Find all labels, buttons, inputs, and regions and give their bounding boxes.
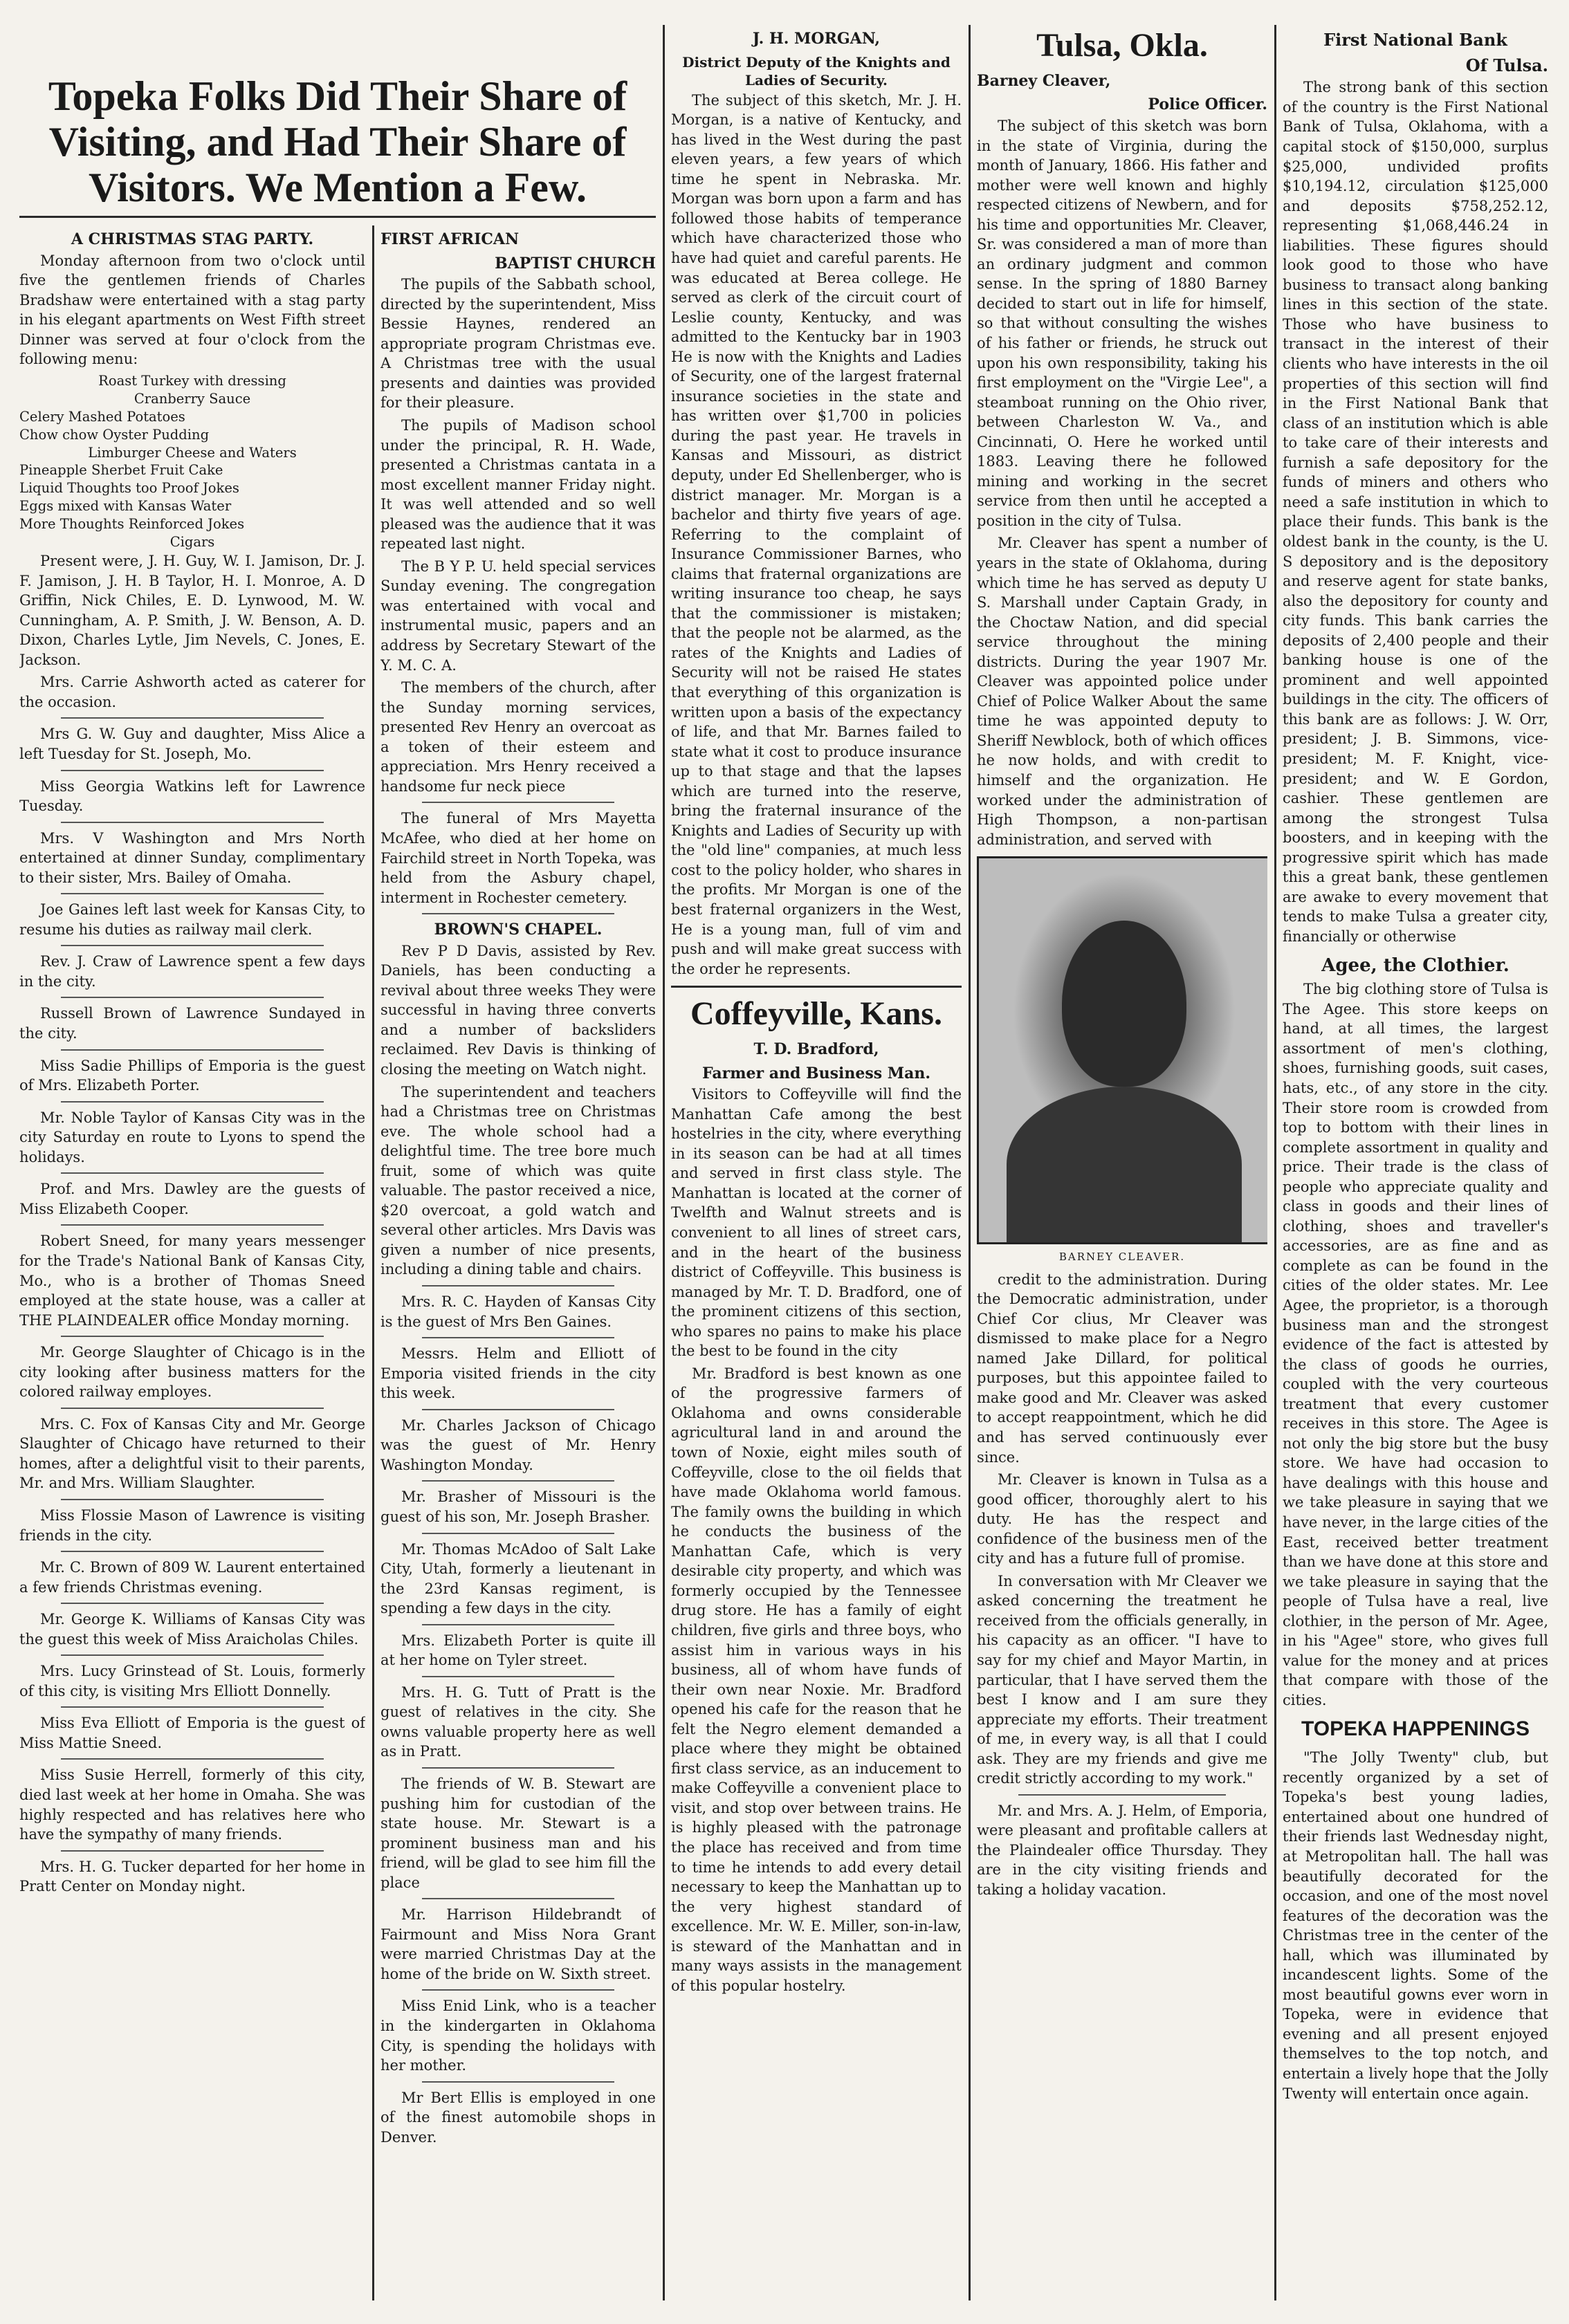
topeka-happenings-heading: TOPEKA HAPPENINGS <box>1301 1717 1530 1741</box>
local-item: Mr. Harrison Hildebrandt of Fairmount and Miss Nora Grant were married Christmas Day at the home of the bride on W. Sixth street. <box>380 1906 656 1982</box>
menu-item: Roast Turkey with dressing <box>98 372 286 389</box>
item-divider <box>61 1224 324 1226</box>
menu-item: More Thoughts Reinforced Jokes <box>19 516 245 533</box>
local-item: Mrs G. W. Guy and daughter, Miss Alice a left Tuesday for St. Joseph, Mo. <box>19 726 365 763</box>
church-heading: FIRST AFRICAN <box>380 230 520 248</box>
dinner-menu <box>19 372 365 551</box>
barney-cleaver-portrait <box>977 856 1267 1244</box>
item-divider <box>61 1758 324 1760</box>
church-item: The B Y P. U. held special services Sunday evening. The congregation was entertained with vocal and instrumental music, papers and an address by Secretary Stewart of the Y. M. C. A. <box>380 557 656 674</box>
item-divider <box>422 1285 614 1286</box>
column-rule <box>969 25 971 2300</box>
item-divider <box>61 1850 324 1852</box>
photo-caption: BARNEY CLEAVER. <box>1058 1251 1186 1264</box>
item-divider <box>422 1767 614 1769</box>
item-divider <box>61 1706 324 1708</box>
local-item: Rev. J. Craw of Lawrence spent a few days in the city. <box>19 953 365 990</box>
item-divider <box>422 1480 614 1482</box>
helm-item: Mr. and Mrs. A. J. Helm, of Emporia, were pleasant and profitable callers at the Plaindealer office Thursday. They are in the city visiting friends and taking a holiday vacation. <box>977 1802 1267 1899</box>
morgan-subheading: District Deputy of the Knights and Ladies of Security. <box>682 53 951 89</box>
item-divider <box>422 1409 614 1410</box>
item-divider <box>422 1676 614 1677</box>
local-item: Mr Bert Ellis is employed in one of the finest automobile shops in Denver. <box>380 2089 656 2146</box>
item-divider <box>1018 1794 1226 1796</box>
item-divider <box>422 913 614 914</box>
local-item: Miss Sadie Phillips of Emporia is the guest of Mrs. Elizabeth Porter. <box>19 1057 365 1094</box>
item-divider <box>61 1654 324 1656</box>
local-item: Miss Susie Herrell, formerly of this city, died last week at her home in Omaha. She was highly respected and has relatives here who have the sympathy of many friends. <box>19 1767 365 1843</box>
funeral-notice: The funeral of Mrs Mayetta McAfee, who died at her home on Fairchild street in North Topeka, was held from the Asbury chapel, interment in Rochester cemetery. <box>380 810 656 906</box>
local-item: Mrs. V Washington and Mrs North entertained at dinner Sunday, complimentary to their sister, Mrs. Bailey of Omaha. <box>19 829 365 886</box>
tulsa-title: Tulsa, Okla. <box>1036 27 1208 64</box>
item-divider <box>422 1989 614 1991</box>
local-item: Mrs. R. C. Hayden of Kansas City is the guest of Mrs Ben Gaines. <box>380 1293 656 1330</box>
cleaver-article: Mr. Cleaver has spent a number of years in the state of Oklahoma, during which time he has served as deputy U S. Marshall under Captain Grady, in the Choctaw Nation, and did special service throughout the mining districts. During the year 1907 Mr. Cleaver was appointed police under Chief of Police Walker About the same time he was appointed deputy to Sheriff Newblock, both of which offices he now holds, and with credit to himself and the organization. He worked under the administration of High Thompson, a non-partisan administration, and served with <box>977 535 1267 848</box>
item-divider <box>61 1499 324 1500</box>
column-2 <box>380 225 656 2300</box>
item-divider <box>61 1551 324 1552</box>
menu-item: Celery Mashed Potatoes <box>19 408 185 425</box>
local-item: Mr. Thomas McAdoo of Salt Lake City, Utah, formerly a lieutenant in the 23rd Kansas regiment, is spending a few days in the city. <box>380 1540 656 1617</box>
newspaper-page <box>19 25 1548 2307</box>
item-divider <box>61 717 324 719</box>
local-item: Miss Enid Link, who is a teacher in the kindergarten in Oklahoma City, is spending the holidays with her mother. <box>380 1998 656 2074</box>
local-item: Miss Eva Elliott of Emporia is the guest of Miss Mattie Sneed. <box>19 1715 365 1751</box>
local-item: Robert Sneed, for many years messenger for the Trade's National Bank of Kansas City, Mo., who is a brother of Thomas Sneed employed at the state house, was a caller at THE PLAINDEALER office Monday morning. <box>19 1233 365 1329</box>
column-3 <box>671 25 962 2300</box>
local-item: Mrs. Elizabeth Porter is quite ill at her home on Tyler street. <box>380 1632 656 1669</box>
column-rule <box>663 25 665 2300</box>
bank-heading: First National Bank <box>1323 30 1507 50</box>
column-5 <box>1283 25 1548 2300</box>
chapel-item: The superintendent and teachers had a Christmas tree on Christmas eve. The whole school had a delightful time. The tree bore much fruit, some of which was quite valuable. The pastor received a nice, $20 overcoat, a gold watch and several other articles. Mrs Davis was given a number of nice presents, including a dining table and chairs. <box>380 1083 656 1278</box>
local-item: Joe Gaines left last week for Kansas City, to resume his duties as railway mail clerk. <box>19 901 365 938</box>
item-divider <box>61 1049 324 1051</box>
item-divider <box>422 1337 614 1338</box>
item-divider <box>61 945 324 946</box>
headline-rule <box>19 216 656 218</box>
page-headline: Topeka Folks Did Their Share of Visiting, and Had Their Share of Visitors. We Mention a Few. <box>48 73 627 210</box>
local-item: Prof. and Mrs. Dawley are the guests of Miss Elizabeth Cooper. <box>19 1181 365 1217</box>
menu-item: Chow chow Oyster Pudding <box>19 426 210 443</box>
stag-party-intro: Monday afternoon from two o'clock until five the gentlemen friends of Charles Bradshaw were entertained with a stag party in his elegant apartments on West Fifth street Dinner was served at four o'clock from the following menu: <box>19 252 365 368</box>
bradford-subheading: Farmer and Business Man. <box>701 1064 931 1082</box>
item-divider <box>422 2081 614 2083</box>
local-item: Mrs. C. Fox of Kansas City and Mr. George Slaughter of Chicago have returned to their homes, after a delightful visit to their parents, Mr. and Mrs. William Slaughter. <box>19 1415 365 1492</box>
local-item: The friends of W. B. Stewart are pushing him for custodian of the state house. Mr. Stewart is a prominent business man and his friend, will be glad to see him fill the place <box>380 1775 656 1891</box>
column-1 <box>19 225 365 2300</box>
bradford-article: Mr. Bradford is best known as one of the progressive farmers of Oklahoma and owns considerable agricultural land in and around the town of Noxie, eight miles south of Coffeyville, close to the oil fields that have made Oklahoma world famous. The family owns the building in which he conducts the business of the Manhattan Cafe, which is very desirable city property, and which was formerly occupied by the Tennessee drug store. He has a family of eight children, five girls and three boys, who assist him in various ways in his business, all of whom have funds of their own near Noxie. Mr. Bradford opened his cafe for the reason that he felt the Negro element demanded a place where they might be obtained first class service, as an inducement to make Coffeyville a convenient place to visit, and stop over between trains. He is highly pleased with the patronage the place has received and from time to time he intends to add every detail necessary to keep the Manhattan up to the very highest standard of excellence. Mr. W. E. Miller, son-in-law, is steward of the Manhattan and in many ways assists in the management of this popular hostelry. <box>671 1365 962 1994</box>
morgan-article: The subject of this sketch, Mr. J. H. Morgan, is a native of Kentucky, and has lived in the West during the past eleven years, a few years of which time he spent in Nebraska. Mr. Morgan was born upon a farm and has followed those habits of temperance which have characterized those who have had quiet and careful parents. He was educated at Berea college. He served as clerk of the circuit court of Leslie county, Kentucky, and was admitted to the Kentucky bar in 1903 He is now with the Knights and Ladies of Security, one of the largest fraternal insurance societies in the state and has written over $1,700 in policies during the past year. He travels in Kansas and Missouri, as district deputy, under Ed Shellenberger, who is district manager. Mr. Morgan is a bachelor and thirty five years of age. Referring to the complaint of Insurance Commissioner Barnes, who claims that fraternal organizations are writing insurance too cheap, he says that the commissioner is mistaken; that the people not be alarmed, as the rates of the Knights and Ladies of Security will not be raised He states that everything of this organization is written upon a basis of the expectancy of life, and that Mr. Barnes failed to state what it cost to produce insurance up to that stage and that the lapses which are turned into the reserve, bring the fraternal insurance of the Knights and Ladies of Security up with the "old line" companies, at much less cost to the policy holder, who shares in the profits. Mr Morgan is one of the best fraternal organizers in the West, He is a young man, full of vim and push and will make great success with the order he represents. <box>671 91 962 977</box>
item-divider <box>61 822 324 823</box>
column-rule <box>372 225 374 2300</box>
agee-article: The big clothing store of Tulsa is The Agee. This store keeps on hand, at all times, the largest assortment of men's clothing, shoes, furnishing goods, suit cases, hats, etc., of any store in the city. Their store room is crowded from top to bottom with their lines in complete assortment in quality and price. Their trade is the class of people who appreciate quality and class in goods and their lines of clothing, shoes and traveller's accessories, are as fine and as complete as can be found in the cities of the older states. Mr. Lee Agee, the proprietor, is a thorough business man and the strongest evidence of the fact is attested by the class of goods he ourries, coupled with the very courteous treatment that every customer receives in this store. The Agee is not only the big store but the busy store. We have had occasion to have dealings with this house and we take pleasure in saying that we have never, in the large cities of the East, received better treatment than we have done at this store and we take pleasure in saying that the people of Tulsa have a real, live clothier, in the person of Mr. Agee, in his "Agee" store, who gives full value for the money and at prices that compare with those of the cities. <box>1283 981 1548 1708</box>
menu-item: Eggs mixed with Kansas Water <box>19 498 232 515</box>
agee-heading: Agee, the Clothier. <box>1321 955 1510 977</box>
cleaver-article: In conversation with Mr Cleaver we asked concerning the treatment he received from the officials generally, in his capacity as an officer. "I have to say for my chief and Mayor Martin, in particular, that I have served them the best I know and I am sure they appreciate my efforts. Their treatment of me, in every way, is all that I could ask. They are my friends and give me credit strictly according to my work." <box>977 1572 1267 1787</box>
guest-list: Present were, J. H. Guy, W. I. Jamison, Dr. J. F. Jamison, J. H. B Taylor, H. I. Monroe, A. D Griffin, Nick Chiles, E. D. Lynwood, M. W. Cunningham, A. P. Smith, J. W. Benson, A. D. Dixon, Charles Lytle, Jim Nevels, C. Jones, E. Jackson. <box>19 553 365 668</box>
cleaver-article: credit to the administration. During the Democratic administration, under Chief Cor clius, Mr Cleaver was dismissed to make place for a Negro named Jake Dillard, for political purposes, but this appointee failed to make good and Mr. Cleaver was asked to accept reappointment, which he did and has served continuously ever since. <box>977 1271 1267 1466</box>
local-item: Messrs. Helm and Elliott of Emporia visited friends in the city this week. <box>380 1345 656 1402</box>
item-divider <box>61 997 324 998</box>
church-item: The members of the church, after the Sunday morning services, presented Rev Henry an overcoat as a token of their esteem and appreciation. Mrs Henry received a handsome fur neck piece <box>380 679 656 795</box>
local-item: Mr. George Slaughter of Chicago is in the city looking after business matters for the colored railway employes. <box>19 1344 365 1401</box>
church-item: The pupils of the Sabbath school, directed by the superintendent, Miss Bessie Haynes, rendered an appropriate program Christmas eve. A Christmas tree with the usual presents and dainties was provided for their pleasure. <box>380 276 656 412</box>
local-item: Mr. George K. Williams of Kansas City was the guest this week of Miss Araicholas Chiles. <box>19 1611 365 1648</box>
item-divider <box>61 1101 324 1103</box>
bradford-article: Visitors to Coffeyville will find the Manhattan Cafe among the best hostelries in the city, where everything in its season can be had at all times and served in first class style. The Manhattan is located at the corner of Twelfth and Walnut streets and is convenient to all lines of street cars, and in the heart of the business district of Coffeyville. This business is managed by Mr. T. D. Bradford, one of the prominent citizens of this section, who spares no pains to make his place the best to be found in the city <box>671 1086 962 1360</box>
item-divider <box>61 1408 324 1409</box>
local-item: Mr. Noble Taylor of Kansas City was in the city Saturday en route to Lyons to spend the holidays. <box>19 1109 365 1165</box>
bradford-heading: T. D. Bradford, <box>753 1040 879 1058</box>
coffeyville-title: Coffeyville, Kans. <box>690 995 942 1033</box>
chapel-item: Rev P D Davis, assisted by Rev. Daniels, has been conducting a revival about three weeks They were successful in having three converts and a number of backsliders reclaimed. Rev Davis is thinking of closing the meeting on Watch night. <box>380 942 656 1078</box>
menu-item: Pineapple Sherbet Fruit Cake <box>19 462 223 479</box>
item-divider <box>422 1624 614 1625</box>
topeka-happenings-article: "The Jolly Twenty" club, but recently organized by a set of Topeka's best young ladies, entertained about one hundred of their friends last Wednesday night, at Metropolitan hall. The hall was beautifully decorated for the occasion, and one of the most novel features of the decoration was the Christmas tree in the center of the hall, which was illuminated by incandescent lights. Some of the most beautiful gowns ever worn in Topeka, were in evidence that evening and all present enjoyed themselves to the top notch, and entertain a lively hope that the Jolly Twenty will entertain once again. <box>1283 1749 1548 2102</box>
local-item: Mr. Charles Jackson of Chicago was the guest of Mr. Henry Washington Monday. <box>380 1417 656 1473</box>
church-item: The pupils of Madison school under the principal, R. H. Wade, presented a Christmas cantata in a most excellent manner Friday night. It was well attended and so well pleased was the audience that it was repeated last night. <box>380 417 656 553</box>
menu-item: Cigars <box>169 534 215 551</box>
local-item: Mrs. H. G. Tutt of Pratt is the guest of relatives in the city. She owns valuable property here as well as in Pratt. <box>380 1684 656 1760</box>
local-item: Russell Brown of Lawrence Sundayed in the city. <box>19 1005 365 1042</box>
browns-chapel-heading: BROWN'S CHAPEL. <box>434 921 603 939</box>
menu-item: Limburger Cheese and Waters <box>88 444 297 461</box>
cleaver-article: Mr. Cleaver is known in Tulsa as a good officer, thoroughly alert to his duty. He has the respect and confidence of the business men of the city and has a future full of promise. <box>977 1471 1267 1567</box>
cleaver-subheading: Police Officer. <box>1148 95 1267 114</box>
item-divider <box>61 770 324 771</box>
local-item: Mr. Brasher of Missouri is the guest of his son, Mr. Joseph Brasher. <box>380 1488 656 1525</box>
cleaver-heading: Barney Cleaver, <box>977 71 1111 90</box>
column-rule <box>1274 25 1276 2300</box>
menu-item: Liquid Thoughts too Proof Jokes <box>19 480 239 497</box>
local-item: Miss Flossie Mason of Lawrence is visiting friends in the city. <box>19 1506 365 1544</box>
item-divider <box>422 802 614 803</box>
item-divider <box>422 1898 614 1899</box>
morgan-heading: J. H. MORGAN, <box>752 30 881 48</box>
item-divider <box>61 1336 324 1337</box>
menu-item: Cranberry Sauce <box>134 390 251 407</box>
local-item: Mrs. Carrie Ashworth acted as caterer for the occasion. <box>19 674 365 710</box>
local-item: Mrs. H. G. Tucker departed for her home in Pratt Center on Monday night. <box>19 1858 365 1895</box>
cleaver-article: The subject of this sketch was born in the state of Virginia, during the month of January, 1866. His father and mother were well known and highly respected citizens of Newbern, and for his time and opportunities Mr. Cleaver, Sr. was considered a man of more than an ordinary judgment and common sense. In the spring of 1880 Barney decided to start out in life for himself, so that without consulting the wishes of his father or friends, he struck out upon his own responsibility, taking his first employment on the "Virgie Lee", a steamboat running on the Ohio river, between Charleston W. Va., and Cincinnati, O. Here he worked until 1883. Leaving there he followed mining and working in the secret service from then until he accepted a position in the city of Tulsa. <box>977 117 1267 529</box>
local-item: Miss Georgia Watkins left for Lawrence Tuesday. <box>19 777 365 815</box>
local-item: Mrs. Lucy Grinstead of St. Louis, formerly of this city, is visiting Mrs Elliott Donnelly. <box>19 1663 365 1699</box>
local-item: Mr. C. Brown of 809 W. Laurent entertained a few friends Christmas evening. <box>19 1559 365 1596</box>
column-4 <box>977 25 1267 2300</box>
bank-subheading: Of Tulsa. <box>1465 55 1548 76</box>
item-divider <box>61 893 324 894</box>
section-rule <box>671 986 962 988</box>
bank-article: The strong bank of this section of the country is the First National Bank of Tulsa, Oklahoma, with a capital stock of $150,000, surplus $25,000, undivided profits $10,194.12, circulation $125,000 and deposits $758,252.12, representing $1,068,446.24 in liabilities. These figures should look good to those who have business to transact along banking lines in this section of the state. Those who have business to transact in the interest of their clients who have interests in the oil properties of this section will find in the First National Bank that class of an institution which is able to take care of their interests and furnish a safe depository for the funds of miners and others who need a safe institution in which to place their funds. This bank is the oldest bank in the county, is the U. S depository and is the depository and reserve agent for state banks, also the depository for county and city funds. This bank carries the deposits of 2,400 people and their banking house is one of the prominent and well appointed buildings in the city. The officers of this bank are as follows: J. W. Orr, president; J. B. Simmons, vice-president; M. F. Knight, vice-president; and W. E Gordon, cashier. These gentlemen are among the strongest Tulsa boosters, and in keeping with the progressive spirit which has made this a great bank, these gentlemen are awake to every movement that tends to make Tulsa a greater city, financially or otherwise <box>1283 79 1548 945</box>
church-heading-2: BAPTIST CHURCH <box>495 254 656 273</box>
item-divider <box>61 1172 324 1174</box>
item-divider <box>61 1603 324 1604</box>
item-divider <box>422 1533 614 1534</box>
stag-party-heading: A CHRISTMAS STAG PARTY. <box>71 230 314 248</box>
